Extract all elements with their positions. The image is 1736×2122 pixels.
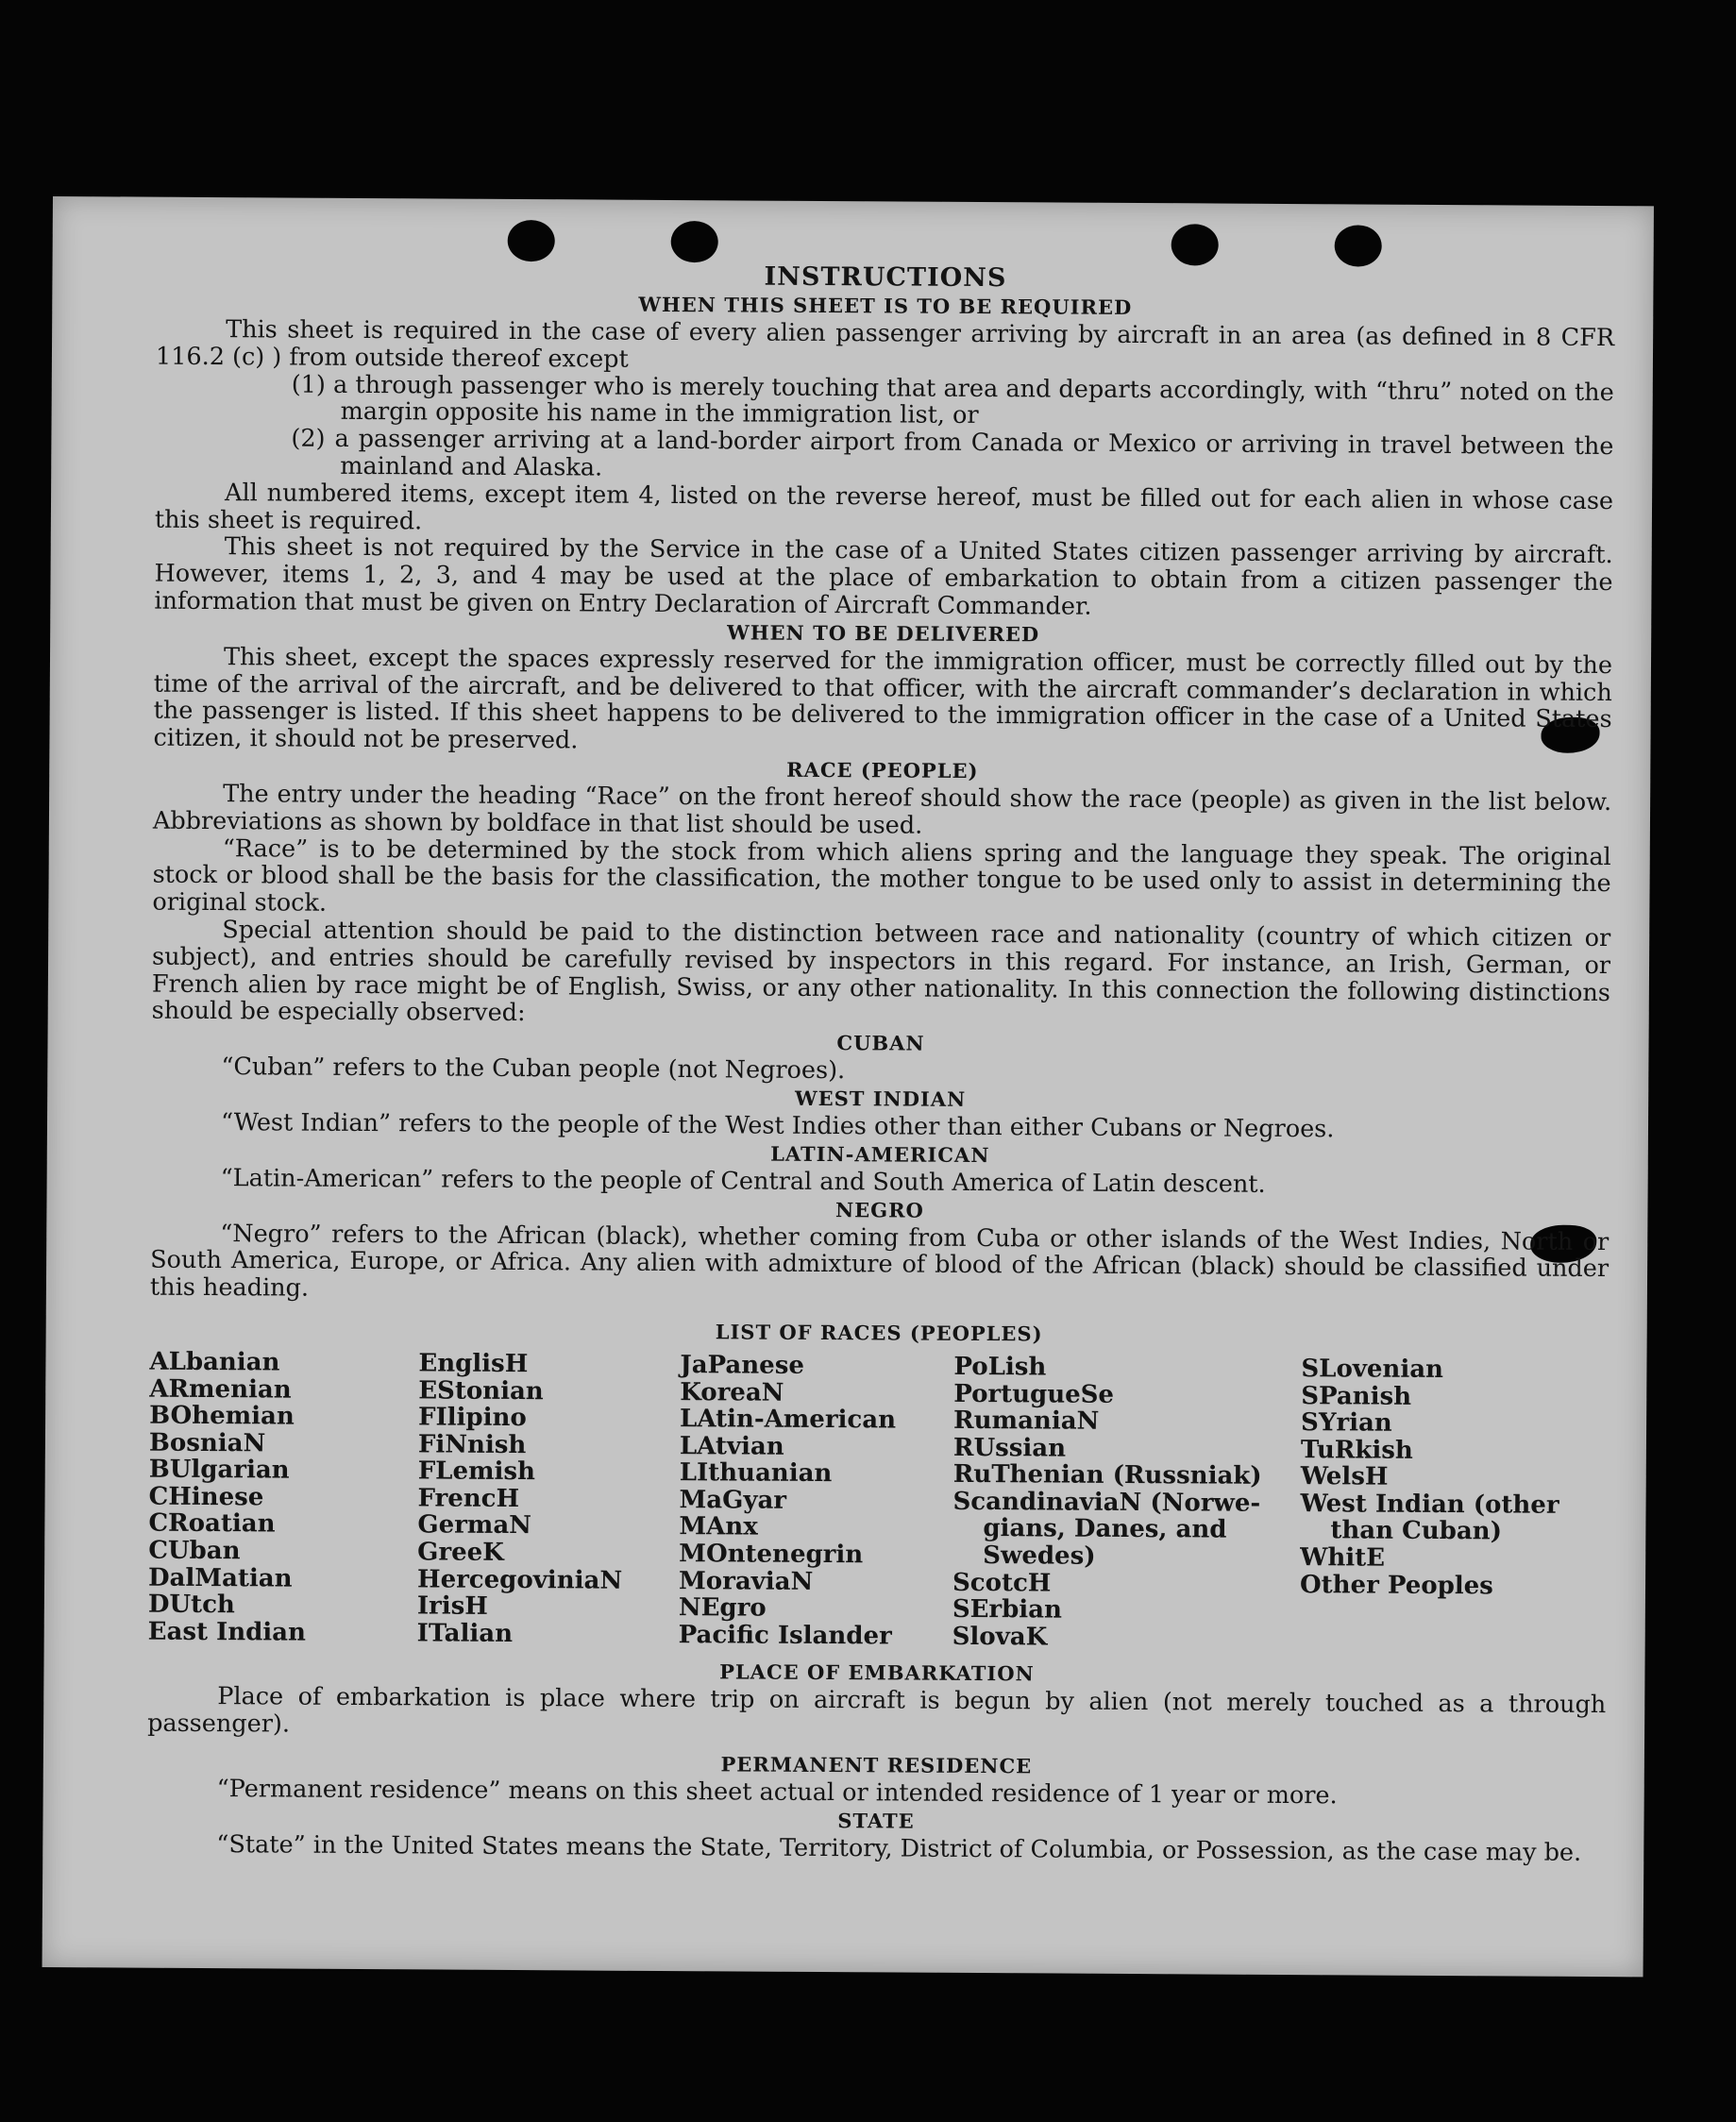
paragraph: Special attention should be paid to the distinction between race and nationality (country of which citizen or subject), and entries should be carefully revised by inspectors in this regard. For instance, an Irish, German, or French alien by race might be of English, Swiss, or any other nationality. In this connection the following distinctions should be especially observed: <box>151 916 1611 1028</box>
race-entry: HercegoviniaN <box>416 1565 623 1595</box>
paragraph: This sheet is required in the case of every alien passenger arriving by aircraft in an area (as defined in 8 CFR 116.2 (c) ) from outside thereof except <box>155 315 1615 374</box>
races-column <box>952 1354 1302 1653</box>
race-entry: ScandinaviaN (Norwe- <box>952 1487 1261 1518</box>
race-entry: DUtch <box>147 1590 235 1620</box>
race-entry: JaPanese <box>680 1350 805 1380</box>
paragraph: This sheet, except the spaces expressly reserved for the immigration officer, must be correctly filled out by the time of the arrival of the aircraft, and be delivered to that officer, with the aircraft commander’s declaration in which the passenger is listed. If this sheet happens to be delivered to the immigration officer in the case of a United States citizen, it should not be preserved. <box>153 642 1613 755</box>
race-entry: RumaniaN <box>953 1406 1100 1436</box>
list-item: (2) a passenger arriving at a land-border airport from Canada or Mexico or arriving in travel between the mainland and Alaska. <box>291 424 1614 482</box>
race-entry: DalMatian <box>147 1563 293 1593</box>
race-entry: BUlgarian <box>148 1455 290 1485</box>
race-entry: RUssian <box>952 1433 1067 1463</box>
race-entry: FiNnish <box>417 1430 527 1459</box>
section-heading: CUBAN <box>836 1031 925 1055</box>
race-entry: SlovaK <box>952 1622 1048 1652</box>
races-column <box>1300 1356 1604 1654</box>
race-entry: Pacific Islander <box>678 1620 892 1651</box>
race-entry: gians, Danes, and <box>983 1514 1227 1545</box>
punch-hole <box>1335 225 1382 266</box>
paragraph: “West Indian” refers to the people of the West Indies other than either Cubans or Negroes. <box>220 1108 1335 1144</box>
race-entry: ARmenian <box>149 1374 292 1405</box>
race-entry: WelsH <box>1300 1462 1389 1491</box>
race-entry: IrisH <box>416 1592 488 1622</box>
paragraph: “Cuban” refers to the Cuban people (not Negroes). <box>221 1053 846 1086</box>
race-entry: CUban <box>148 1536 241 1566</box>
section-heading: WHEN TO BE DELIVERED <box>727 620 1040 647</box>
paragraph: “Race” is to be determined by the stock from which aliens spring and the language they speak. The original stock or blood shall be the basis for the classification, the mother tongue to be used only to assist in determining the original stock. <box>152 834 1611 918</box>
race-entry: than Cuban) <box>1330 1516 1503 1546</box>
race-entry: LAtin-American <box>680 1405 897 1435</box>
section-heading: WEST INDIAN <box>794 1086 967 1111</box>
race-entry: MaGyar <box>679 1485 787 1515</box>
section-heading: STATE <box>837 1808 915 1833</box>
race-entry: KoreaN <box>680 1377 784 1407</box>
race-entry: ScotcH <box>952 1568 1052 1598</box>
paragraph: “Negro” refers to the African (black), whether coming from Cuba or other islands of the West Indies, North or South America, Europe, or Africa. Any alien with admixture of blood of the African (black) should be classified under this heading. <box>149 1219 1610 1303</box>
race-entry: ITalian <box>416 1619 514 1648</box>
race-entry: NEgro <box>678 1593 767 1623</box>
section-heading: LIST OF RACES (PEOPLES) <box>715 1320 1043 1346</box>
list-item: (1) a through passenger who is merely touching that area and departs accordingly, with “thru” noted on the margin opposite his name in the immigration list, or <box>291 370 1614 430</box>
race-entry: MOntenegrin <box>679 1540 864 1570</box>
race-entry: EnglisH <box>418 1349 529 1379</box>
paragraph: This sheet is not required by the Service in the case of a United States citizen passenger arriving by aircraft. However, items 1, 2, 3, and 4 may be used at the place of embarkation to obtain from a citizen passenger the information that must be given on Entry Declaration of Aircraft Commander. <box>154 532 1613 621</box>
paragraph: “Latin-American” refers to the people of Central and South America of Latin descent. <box>220 1163 1266 1199</box>
race-entry: RuThenian (Russniak) <box>952 1460 1262 1491</box>
race-entry: LIthuanian <box>679 1458 833 1489</box>
section-heading: WHEN THIS SHEET IS TO BE REQUIRED <box>638 292 1133 319</box>
paragraph: The entry under the heading “Race” on the front hereof should show the race (people) as given in the list below. Abbreviations as shown by boldface in that list should be used. <box>152 780 1612 840</box>
race-entry: BosniaN <box>148 1428 266 1458</box>
race-entry: SPanish <box>1301 1381 1412 1411</box>
races-column <box>679 1352 954 1650</box>
race-entry: CRoatian <box>148 1509 276 1539</box>
section-heading: LATIN-AMERICAN <box>770 1141 990 1167</box>
races-table <box>148 1349 1609 1655</box>
section-heading: RACE (PEOPLE) <box>786 757 979 783</box>
instructions-text <box>146 260 1614 1867</box>
race-entry: WhitE <box>1300 1543 1386 1573</box>
race-entry: PoLish <box>953 1352 1047 1382</box>
race-entry: SYrian <box>1300 1408 1392 1438</box>
section-heading: PLACE OF EMBARKATION <box>719 1659 1035 1686</box>
punch-hole <box>1171 224 1219 265</box>
race-entry: PortugueSe <box>953 1379 1115 1409</box>
paragraph: Place of embarkation is place where trip on aircraft is begun by alien (not merely touched as a through passenger). <box>147 1682 1607 1739</box>
paragraph: All numbered items, except item 4, listed on the reverse hereof, must be filled out for each alien in whose case this sheet is required. <box>154 478 1614 535</box>
page-title: INSTRUCTIONS <box>764 261 1007 294</box>
race-entry: SLovenian <box>1301 1355 1444 1384</box>
race-entry: Other Peoples <box>1299 1570 1493 1601</box>
document-page <box>42 196 1654 1977</box>
race-entry: SErbian <box>952 1595 1063 1625</box>
punch-hole <box>671 221 718 262</box>
race-entry: LAtvian <box>679 1431 784 1461</box>
race-entry: ALbanian <box>149 1347 280 1377</box>
paragraph: “State” in the United States means the State, Territory, District of Columbia, or Possession, as the case may be. <box>216 1829 1582 1867</box>
races-column <box>148 1349 419 1647</box>
race-entry: West Indian (other <box>1300 1489 1559 1520</box>
race-entry: East Indian <box>147 1617 307 1647</box>
races-column <box>417 1350 681 1648</box>
race-entry: MoraviaN <box>678 1566 814 1596</box>
race-entry: GreeK <box>417 1538 504 1568</box>
race-entry: MAnx <box>679 1512 758 1542</box>
race-entry: TuRkish <box>1300 1435 1413 1465</box>
race-entry: FrencH <box>417 1484 520 1513</box>
race-entry: Swedes) <box>983 1541 1096 1571</box>
race-entry: EStonian <box>418 1375 544 1406</box>
race-entry: CHinese <box>148 1482 264 1512</box>
race-entry: FLemish <box>417 1457 536 1487</box>
paragraph: “Permanent residence” means on this sheet actual or intended residence of 1 year or more. <box>216 1775 1338 1810</box>
race-entry: FIlipino <box>418 1403 527 1433</box>
race-entry: GermaN <box>417 1510 532 1541</box>
race-entry: BOhemian <box>149 1401 295 1431</box>
punch-hole <box>508 220 555 261</box>
section-heading: NEGRO <box>834 1197 924 1222</box>
section-heading: PERMANENT RESIDENCE <box>720 1752 1033 1778</box>
